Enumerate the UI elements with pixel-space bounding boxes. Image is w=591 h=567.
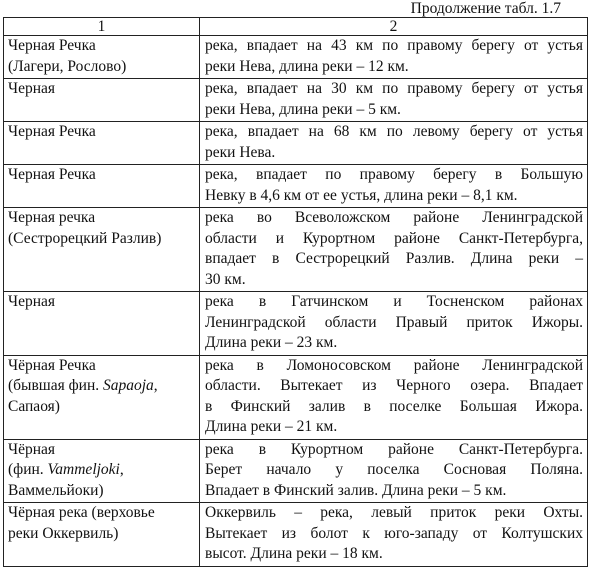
river-description-line: высот. Длина реки – 18 км. [205, 545, 383, 562]
former-name-comma: , [119, 461, 124, 478]
river-description-line: области и Курортном районе Санкт-Петербурга, [205, 229, 583, 247]
river-name-cell [4, 79, 200, 122]
table-row [4, 208, 588, 292]
river-name-line: Черная Речка [8, 123, 96, 140]
river-description-line: река, впадает на 68 км по левому берегу от устья [205, 123, 583, 140]
river-name-line: Черная [8, 293, 56, 310]
table-row [4, 503, 588, 567]
river-name-line: Чёрная река (верховье [8, 504, 155, 521]
river-name-cell [4, 292, 200, 356]
river-description-line: Вытекает из болот к юго-западу от Колтушских [205, 524, 583, 542]
river-description-line: реки Нева. [205, 143, 276, 161]
table-row [4, 79, 588, 122]
river-description-cell [200, 439, 588, 503]
table-row [4, 292, 588, 356]
former-name-line [8, 376, 195, 397]
river-description-line: Невку в 4,6 км от ее устья, длина реки – 8,1 км. [205, 186, 518, 204]
table-row [4, 122, 588, 165]
table-row [4, 165, 588, 208]
river-description-line: река в Курортном районе Санкт-Петербурга. [205, 440, 583, 458]
river-description-line: реки Нева, длина реки – 12 км. [205, 57, 409, 75]
river-name-cell [4, 439, 200, 503]
former-name-comma: , [153, 377, 158, 394]
river-description-line: Впадает в Финский залив. Длина реки – 5 км. [205, 481, 507, 499]
river-description-line: Берет начало у поселка Сосновая Поляна. [205, 461, 583, 478]
river-name-cell [4, 36, 200, 79]
river-description-line: Длина реки – 21 км. [205, 418, 338, 435]
river-description-line: Оккервиль – река, левый приток реки Охты. [205, 504, 583, 521]
river-name-cell [4, 165, 200, 208]
river-description-line: в Финский залив в поселке Большая Ижора. [205, 397, 583, 415]
river-description-line: река, впадает на 43 км по правому берегу от устья [205, 37, 583, 54]
river-description-line: реки Нева, длина реки – 5 км. [205, 100, 401, 118]
table-continuation-label: Продолжение табл. 1.7 [410, 0, 561, 17]
river-description-line: впадает в Сестрорецкий Разлив. Длина реки – [205, 250, 583, 267]
river-name-cell [4, 122, 200, 165]
river-description-cell [200, 355, 588, 439]
table-row [4, 36, 588, 79]
river-name-line: (Лагери, Рослово) [8, 57, 127, 75]
river-description-cell [200, 79, 588, 122]
river-description-cell [200, 36, 588, 79]
river-description-line: река в Ломоносовском районе Ленинградской [205, 356, 583, 374]
river-description-line: река во Всеволожском районе Ленинградской [205, 209, 583, 226]
river-name-line: Черная [8, 80, 56, 97]
river-name-line: (Сестрорецкий Разлив) [8, 229, 162, 247]
river-name-line: Черная Речка [8, 37, 96, 54]
column-number-2: 2 [200, 18, 588, 36]
river-description-line: река в Гатчинском и Тосненском районах [205, 293, 583, 310]
former-finnish-name: Sapaoja [102, 377, 154, 394]
former-name-transliteration: Ваммельйоки) [8, 481, 104, 499]
river-description-line: Ленинградской области Правый приток Ижоры. [205, 313, 583, 331]
rivers-table [3, 17, 588, 567]
river-description-cell [200, 122, 588, 165]
river-description-line: области. Вытекает из Черного озера. Впадает [205, 377, 583, 394]
column-number-1: 1 [4, 18, 200, 36]
column-number-row [4, 18, 588, 36]
table-row [4, 439, 588, 503]
river-description-line: 30 км. [205, 270, 246, 288]
river-description-line: река, впадает по правому берегу в Большую [205, 166, 583, 183]
river-description-line: река, впадает на 30 км по правому берегу от устья [205, 80, 583, 97]
former-name-prefix: (бывшая фин. [8, 377, 103, 394]
river-name-line: Черная Речка [8, 166, 96, 183]
former-name-prefix: (фин. [8, 461, 48, 478]
river-description-cell [200, 165, 588, 208]
former-name-line [8, 460, 195, 481]
river-description-cell [200, 503, 588, 567]
river-description-cell [200, 292, 588, 356]
former-name-transliteration: Сапаоя) [8, 397, 60, 415]
river-name-line: Чёрная [8, 440, 56, 458]
river-name-cell [4, 208, 200, 292]
river-name-line: Черная речка [8, 209, 96, 226]
river-name-cell [4, 355, 200, 439]
river-name-line: реки Оккервиль) [8, 524, 119, 542]
river-name-line: Чёрная Речка [8, 356, 96, 374]
former-finnish-name: Vammeljoki [47, 461, 120, 478]
river-description-line: Длина реки – 23 км. [205, 334, 338, 351]
river-description-cell [200, 208, 588, 292]
table-row [4, 355, 588, 439]
river-name-cell [4, 503, 200, 567]
